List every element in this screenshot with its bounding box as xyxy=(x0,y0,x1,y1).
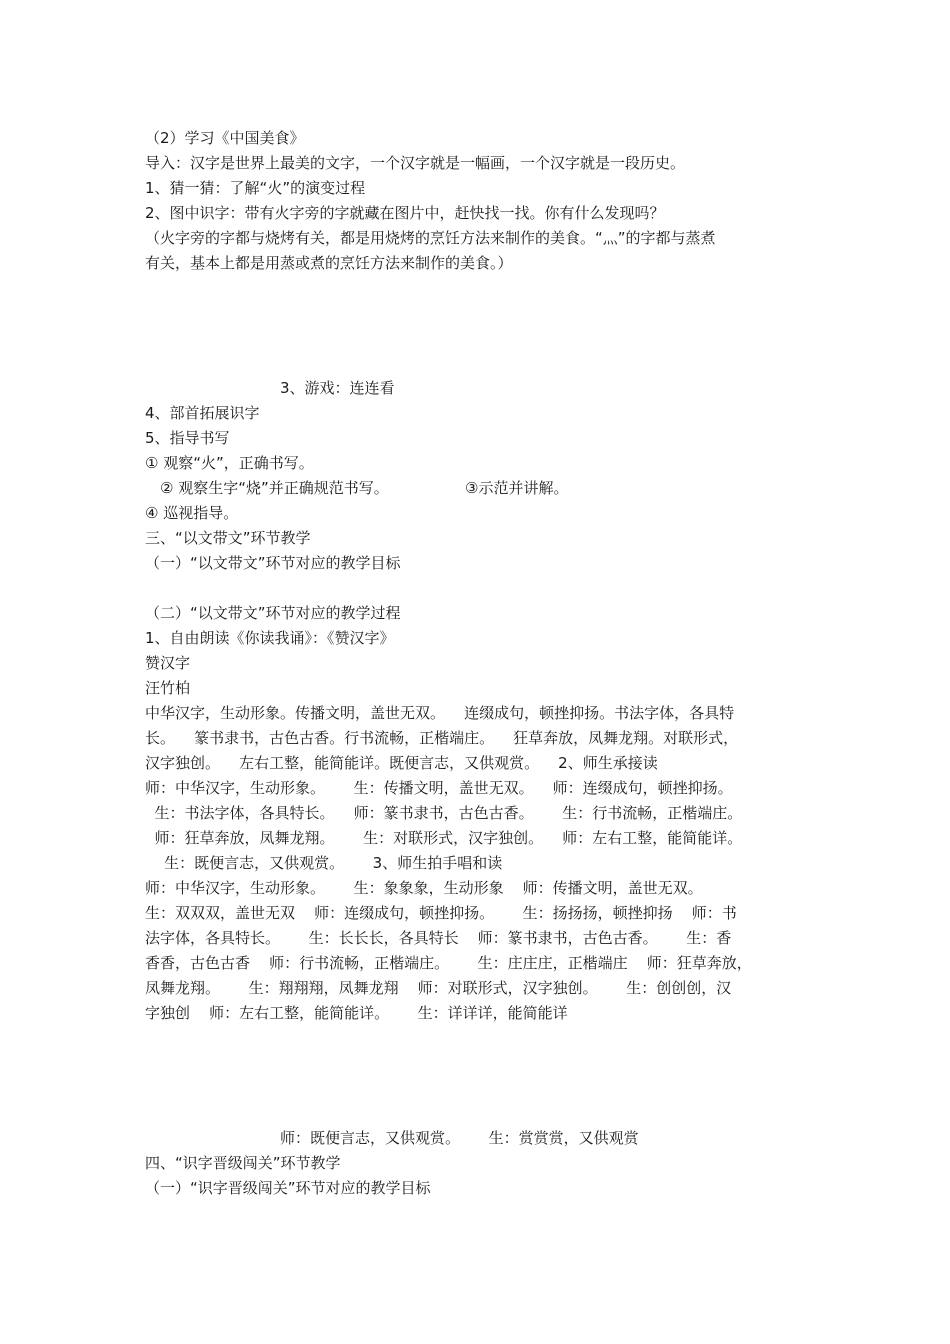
clap-line-6: 字独创 师：左右工整，能简能详。 生：详详详，能简能详 xyxy=(145,1004,568,1022)
section-three-heading: 三、“以文带文”环节教学 xyxy=(145,529,311,547)
note-line-2: 有关，基本上都是用蒸或煮的烹饪方法来制作的美食。） xyxy=(145,254,513,272)
step-picture-literacy: 2、图中识字：带有火字旁的字就藏在图片中，赶快找一找。你有什么发现吗？ xyxy=(145,204,665,222)
step-free-reading: 1、自由朗读《你读我诵》：《赞汉字》 xyxy=(145,629,395,647)
poem-author: 汪竹柏 xyxy=(145,679,191,697)
poem-line-1: 中华汉字，生动形象。传播文明，盖世无双。 连缀成句，顿挫抑扬。书法字体，各具特 xyxy=(145,704,735,722)
clap-line-7: 师：既便言志，又供观赏。 生：赏赏赏，又供观赏 xyxy=(280,1129,639,1147)
section-three-goal: （一）“以文带文”环节对应的教学目标 xyxy=(145,554,401,572)
clap-line-2: 生：双双双，盖世无双 师：连缀成句，顿挫抑扬。 生：扬扬扬，顿挫抑扬 师：书 xyxy=(145,904,737,922)
step-guess: 1、猜一猜：了解“火”的演变过程 xyxy=(145,179,366,197)
section-three-process: （二）“以文带文”环节对应的教学过程 xyxy=(145,604,401,622)
poem-line-2: 长。 篆书隶书，古色古香。行书流畅，正楷端庄。 狂草奔放，凤舞龙翔。对联形式， xyxy=(145,729,739,747)
dialogue-line-3: 师：狂草奔放，凤舞龙翔。 生：对联形式，汉字独创。 师：左右工整，能简能详。 xyxy=(145,829,743,847)
step-radical-expansion: 4、部首拓展识字 xyxy=(145,404,260,422)
step-game: 3、游戏：连连看 xyxy=(280,379,395,397)
clap-line-4: 香香，古色古香 师：行书流畅，正楷端庄。 生：庄庄庄，正楷端庄 师：狂草奔放， xyxy=(145,954,752,972)
heading-learn-chinese-food: （2）学习《中国美食》 xyxy=(145,129,305,147)
section-four-goal: （一）“识字晋级闯关”环节对应的教学目标 xyxy=(145,1179,431,1197)
note-line-1: （火字旁的字都与烧烤有关，都是用烧烤的烹饪方法来制作的美食。“灬”的字都与蒸煮 xyxy=(145,229,716,247)
writing-sub-1: ① 观察“火”，正确书写。 xyxy=(145,454,314,472)
dialogue-line-2: 生：书法字体，各具特长。 师：篆书隶书，古色古香。 生：行书流畅，正楷端庄。 xyxy=(145,804,743,822)
step-writing-guidance: 5、指导书写 xyxy=(145,429,230,447)
clap-line-1: 师：中华汉字，生动形象。 生：象象象，生动形象 师：传播文明，盖世无双。 xyxy=(145,879,703,897)
clap-line-3: 法字体，各具特长。 生：长长长，各具特长 师：篆书隶书，古色古香。 生：香 xyxy=(145,929,732,947)
writing-sub-2-3: ② 观察生字“烧”并正确规范书写。 ③示范并讲解。 xyxy=(160,479,569,497)
clap-line-5: 凤舞龙翔。 生：翔翔翔，凤舞龙翔 师：对联形式，汉字独创。 生：创创创，汉 xyxy=(145,979,732,997)
section-four-heading: 四、“识字晋级闯关”环节教学 xyxy=(145,1154,341,1172)
intro-paragraph: 导入：汉字是世界上最美的文字，一个汉字就是一幅画，一个汉字就是一段历史。 xyxy=(145,154,686,172)
dialogue-line-1: 师：中华汉字，生动形象。 生：传播文明，盖世无双。 师：连缀成句，顿挫抑扬。 xyxy=(145,779,733,797)
poem-title: 赞汉字 xyxy=(145,654,191,672)
dialogue-line-4: 生：既便言志，又供观赏。 3、师生拍手唱和读 xyxy=(145,854,503,872)
writing-sub-4: ④ 巡视指导。 xyxy=(145,504,239,522)
poem-line-3: 汉字独创。 左右工整，能简能详。既便言志，又供观赏。 2、师生承接读 xyxy=(145,754,658,772)
